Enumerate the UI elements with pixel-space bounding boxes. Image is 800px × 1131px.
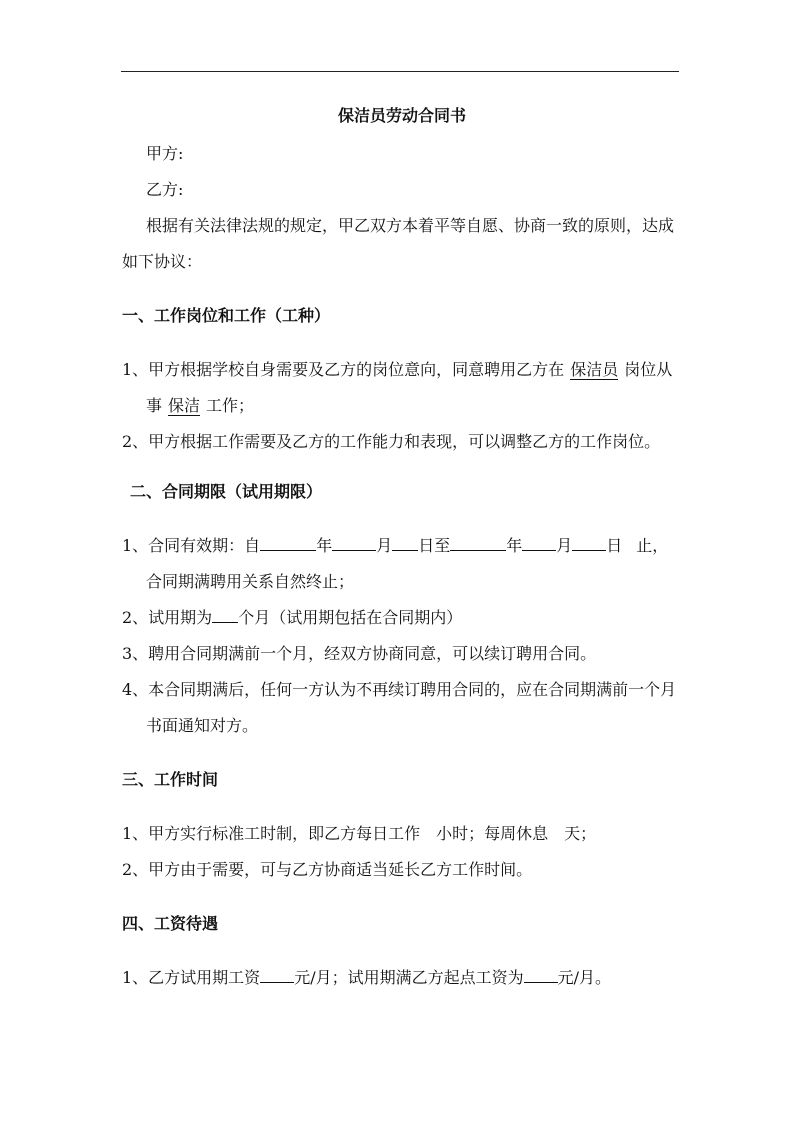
party-a-label: 甲方:	[146, 144, 184, 163]
month-label-2: 月	[556, 536, 573, 555]
section-heading-1: 一、工作岗位和工作（工种）	[122, 306, 331, 325]
blank-probation-months	[212, 604, 238, 623]
probation-pre: 2、试用期为	[122, 608, 213, 627]
salary-mid: 元/月；试用期满乙方起点工资为	[294, 968, 524, 987]
document-title: 保洁员劳动合同书	[337, 106, 466, 125]
contract-validity-cont: 合同期满聘用关系自然终止；	[146, 572, 355, 591]
salary-pre: 1、乙方试用期工资	[122, 968, 261, 987]
section-1-item-1-tail: 岗位从	[624, 360, 673, 379]
termination-cont: 书面通知对方。	[146, 716, 259, 735]
contract-validity-line	[122, 528, 682, 564]
section-heading-4: 四、工资待遇	[122, 914, 219, 933]
blank-end-year	[450, 532, 506, 551]
day-label-2: 日	[606, 536, 623, 555]
day-to-label: 日至	[418, 536, 451, 555]
intro-line-2: 如下协议：	[122, 252, 203, 271]
year-label-1: 年	[316, 536, 333, 555]
contract-body	[122, 104, 682, 996]
renewal-line: 3、聘用合同期满前一个月，经双方协商同意，可以续订聘用合同。	[122, 644, 597, 663]
position-filled: 保洁员	[570, 360, 619, 379]
section-1-item-1-lead: 1、甲方根据学校自身需要及乙方的岗位意向，同意聘用乙方在	[122, 360, 565, 379]
salary-line	[122, 960, 682, 996]
blank-start-year	[260, 532, 316, 551]
year-label-2: 年	[506, 536, 523, 555]
intro-line-1: 根据有关法律法规的规定，甲乙双方本着平等自愿、协商一致的原则，达成	[146, 216, 675, 235]
probation-post: 个月（试用期包括在合同期内）	[238, 608, 463, 627]
month-label-1: 月	[376, 536, 393, 555]
blank-end-month	[522, 532, 556, 551]
section-1-item-1-cont-tail: 工作；	[206, 396, 255, 415]
end-label: 止，	[636, 536, 669, 555]
header-rule	[121, 71, 679, 72]
section-1-item-1	[122, 352, 682, 388]
blank-probation-salary	[260, 964, 294, 983]
section-heading-2: 二、合同期限（试用期限）	[130, 482, 323, 501]
salary-post: 元/月。	[557, 968, 611, 987]
termination-line: 4、本合同期满后，任何一方认为不再续订聘用合同的，应在合同期满前一个月	[122, 680, 677, 699]
section-1-item-2: 2、甲方根据工作需要及乙方的工作能力和表现，可以调整乙方的工作岗位。	[122, 432, 661, 451]
overtime-line: 2、甲方由于需要，可与乙方协商适当延长乙方工作时间。	[122, 860, 533, 879]
job-filled: 保洁	[168, 396, 201, 415]
blank-start-day	[392, 532, 418, 551]
working-hours-line: 1、甲方实行标准工时制，即乙方每日工作 小时；每周休息 天；	[122, 824, 597, 843]
section-1-item-1-cont-lead: 事	[146, 396, 163, 415]
section-1-item-1-cont	[122, 388, 682, 424]
blank-start-month	[332, 532, 376, 551]
validity-from-label: 1、合同有效期：自	[122, 536, 261, 555]
blank-end-day	[572, 532, 606, 551]
blank-start-salary	[524, 964, 558, 983]
section-heading-3: 三、工作时间	[122, 770, 219, 789]
party-b-label: 乙方:	[146, 180, 184, 199]
probation-line	[122, 600, 682, 636]
